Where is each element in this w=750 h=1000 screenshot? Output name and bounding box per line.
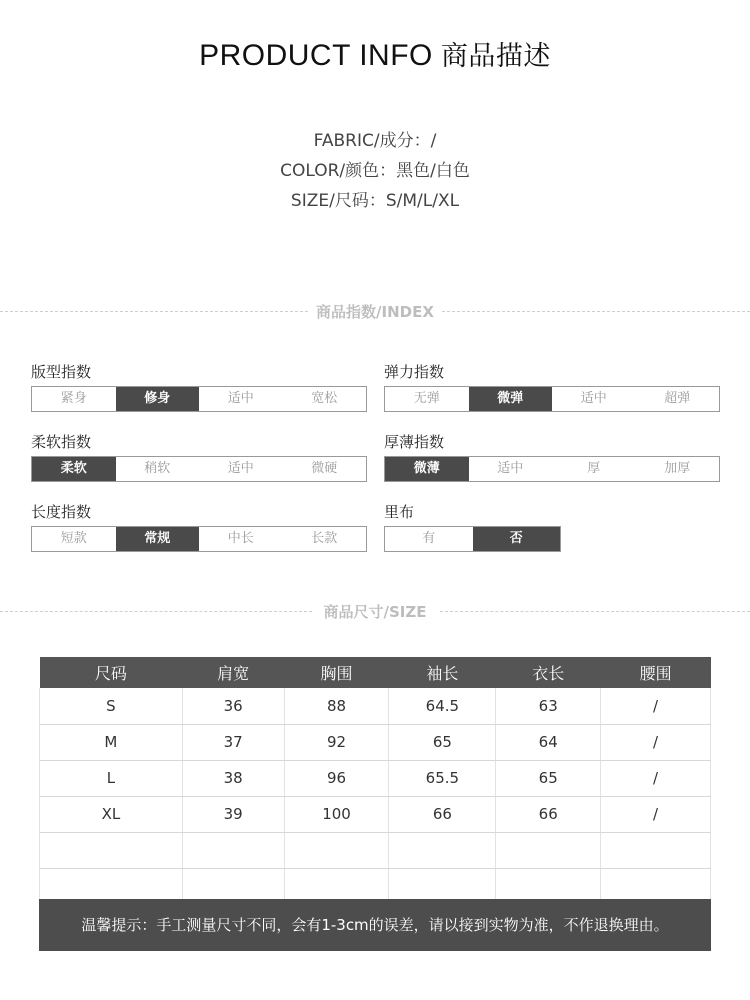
- index-option: 稍软: [144, 461, 171, 476]
- table-cell: 36: [182, 688, 284, 724]
- table-cell: 37: [182, 724, 284, 760]
- index-option: 紧身: [60, 391, 87, 406]
- table-cell: /: [601, 796, 711, 832]
- table-cell: XL: [40, 796, 183, 832]
- table-cell: L: [40, 760, 183, 796]
- index-option-selected: 柔软: [32, 457, 116, 481]
- table-cell: [182, 832, 284, 868]
- index-option-selected: 修身: [116, 387, 200, 411]
- index-option: 宽松: [311, 391, 338, 406]
- header-chest: 胸围: [284, 657, 389, 688]
- index-option: 中长: [227, 531, 254, 546]
- index-option: 短款: [60, 531, 87, 546]
- table-cell: 66: [496, 796, 601, 832]
- index-fit: [31, 362, 367, 412]
- table-cell: /: [601, 688, 711, 724]
- table-cell: S: [40, 688, 183, 724]
- table-cell: 64.5: [389, 688, 496, 724]
- index-option: 长款: [311, 531, 338, 546]
- index-option: 有: [422, 531, 436, 546]
- index-option: 微硬: [311, 461, 338, 476]
- spec-color: COLOR/颜色：黑色/白色: [280, 161, 470, 181]
- header-size: 尺码: [40, 657, 183, 688]
- index-option: 超弹: [664, 391, 691, 406]
- index-option: 无弹: [413, 391, 440, 406]
- table-cell: 66: [389, 796, 496, 832]
- page-title: [0, 34, 750, 73]
- index-bar: [31, 386, 367, 412]
- index-bar: [31, 456, 367, 482]
- table-cell: 63: [496, 688, 601, 724]
- table-cell: [284, 832, 389, 868]
- table-cell: 96: [284, 760, 389, 796]
- size-divider: [0, 602, 750, 622]
- table-cell: /: [601, 724, 711, 760]
- index-title: 长度指数: [31, 503, 92, 521]
- table-cell: 100: [284, 796, 389, 832]
- table-cell: [601, 832, 711, 868]
- spec-fabric: FABRIC/成分：/: [313, 131, 437, 151]
- index-bar: [384, 386, 720, 412]
- table-cell: /: [601, 760, 711, 796]
- table-row-empty: [40, 832, 711, 868]
- index-title: 弹力指数: [384, 363, 445, 381]
- table-cell: 92: [284, 724, 389, 760]
- table-cell: 65: [496, 760, 601, 796]
- table-cell: [40, 832, 183, 868]
- header-sleeve: 袖长: [389, 657, 496, 688]
- index-length: [31, 502, 367, 552]
- index-bar: [384, 456, 720, 482]
- index-option-selected: 微薄: [385, 457, 469, 481]
- measurement-notice: 温馨提示：手工测量尺寸不同，会有1-3cm的误差，请以接到实物为准，不作退换理由。: [39, 899, 711, 951]
- index-bar: [384, 526, 561, 552]
- index-title: 里布: [384, 503, 415, 521]
- table-cell: 65.5: [389, 760, 496, 796]
- index-bar: [31, 526, 367, 552]
- index-option: 适中: [227, 391, 254, 406]
- header-length: 衣长: [496, 657, 601, 688]
- index-elasticity: [384, 362, 720, 412]
- index-option: 适中: [580, 391, 607, 406]
- index-divider-label: 商品指数/INDEX: [316, 303, 434, 321]
- size-divider-label: 商品尺寸/SIZE: [323, 603, 427, 621]
- table-cell: 64: [496, 724, 601, 760]
- table-cell: 38: [182, 760, 284, 796]
- index-title: 柔软指数: [31, 433, 92, 451]
- spec-list: [0, 126, 750, 216]
- index-option: 加厚: [664, 461, 691, 476]
- table-header-row: [40, 657, 711, 688]
- index-lining: [384, 502, 561, 552]
- index-title: 厚薄指数: [384, 433, 445, 451]
- table-cell: [389, 832, 496, 868]
- title-chinese: 商品描述: [440, 41, 551, 72]
- table-row: [40, 760, 711, 796]
- table-cell: 39: [182, 796, 284, 832]
- index-option: 适中: [227, 461, 254, 476]
- index-option: 适中: [497, 461, 524, 476]
- size-table: [39, 657, 711, 905]
- table-cell: [496, 832, 601, 868]
- table-cell: 88: [284, 688, 389, 724]
- index-softness: [31, 432, 367, 482]
- index-title: 版型指数: [31, 363, 92, 381]
- table-cell: M: [40, 724, 183, 760]
- index-option-selected: 常规: [116, 527, 200, 551]
- header-waist: 腰围: [601, 657, 711, 688]
- header-shoulder: 肩宽: [182, 657, 284, 688]
- title-english: PRODUCT INFO: [199, 39, 433, 72]
- table-cell: 65: [389, 724, 496, 760]
- index-divider: [0, 302, 750, 322]
- index-option: 厚: [587, 461, 601, 476]
- index-option-selected: 微弹: [469, 387, 553, 411]
- index-option-selected: 否: [473, 527, 561, 551]
- table-row: [40, 796, 711, 832]
- index-thickness: [384, 432, 720, 482]
- table-row: [40, 688, 711, 724]
- spec-size: SIZE/尺码：S/M/L/XL: [290, 191, 460, 211]
- table-row: [40, 724, 711, 760]
